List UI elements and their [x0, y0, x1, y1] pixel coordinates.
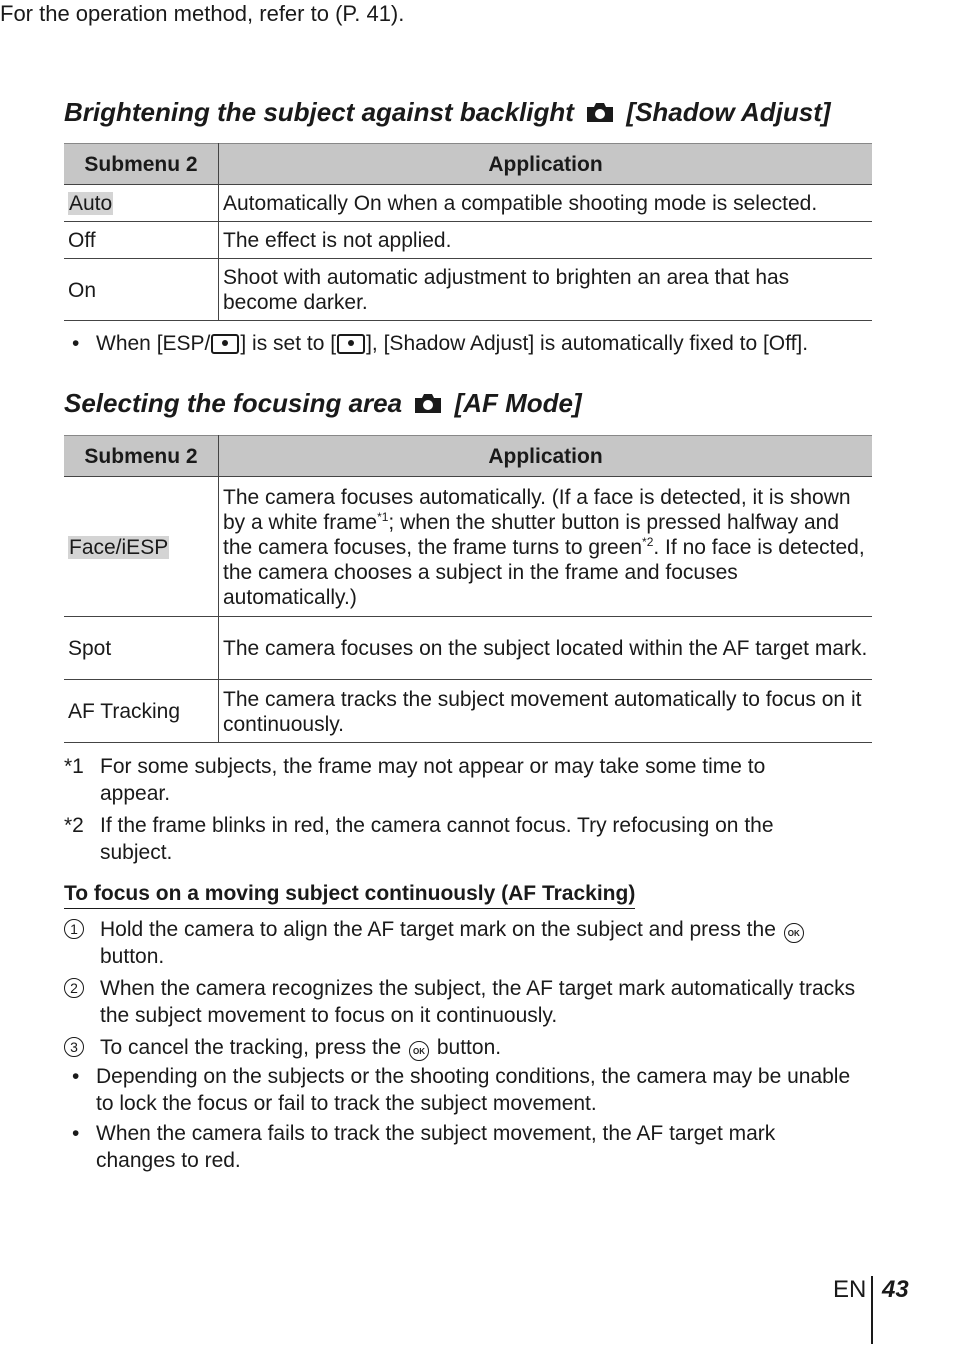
camera-icon	[585, 100, 615, 124]
ok-button-icon: OK	[784, 923, 804, 943]
option-description: The camera focuses on the subject located within the AF target mark.	[219, 617, 873, 680]
table-row	[64, 185, 872, 222]
spot-metering-icon	[211, 334, 239, 354]
step-number: 2	[64, 978, 84, 998]
footer-divider	[871, 1276, 873, 1344]
spot-metering-icon	[337, 334, 365, 354]
option-description: Shoot with automatic adjustment to brighten an area that has become darker.	[219, 259, 873, 321]
table-header-submenu: Submenu 2	[64, 436, 219, 477]
shadow-adjust-heading	[64, 96, 831, 128]
step-number: 3	[64, 1037, 84, 1057]
af-tracking-subheading: To focus on a moving subject continuously (AF Tracking)	[64, 880, 635, 909]
af-mode-heading-bracket: [AF Mode]	[454, 388, 582, 418]
footer-language: EN	[833, 1276, 867, 1303]
table-row	[64, 259, 872, 321]
step-2: 2 When the camera recognizes the subject, the AF target mark automatically tracks the subject movement to focus on it continuously.	[64, 975, 864, 1029]
option-auto: Auto	[69, 192, 113, 215]
table-header-application: Application	[219, 436, 873, 477]
table-row	[64, 617, 872, 680]
option-spot: Spot	[64, 617, 219, 680]
tracking-note-1: • Depending on the subjects or the shooting conditions, the camera may be unable to lock the focus or fail to track the subject movement.	[72, 1065, 851, 1115]
option-on: On	[64, 259, 219, 321]
footnote-1: *1 For some subjects, the frame may not appear or may take some time to appear.	[64, 755, 766, 805]
table-header-application: Application	[219, 144, 873, 185]
shadow-adjust-heading-bracket: [Shadow Adjust]	[626, 97, 831, 127]
af-mode-heading-text: Selecting the focusing area	[64, 388, 403, 418]
camera-icon	[413, 391, 443, 415]
step-number: 1	[64, 919, 84, 939]
option-description: The effect is not applied.	[219, 222, 873, 259]
table-row	[64, 680, 872, 743]
shadow-adjust-heading-text: Brightening the subject against backlight	[64, 97, 574, 127]
table-row	[64, 222, 872, 259]
table-header-submenu: Submenu 2	[64, 144, 219, 185]
af-mode-table	[64, 435, 872, 743]
option-face-iesp: Face/iESP	[69, 535, 169, 559]
step-3: 3 To cancel the tracking, press the OK button.	[64, 1034, 864, 1061]
page-number: 43	[882, 1276, 909, 1303]
option-description: Automatically On when a compatible shooting mode is selected.	[219, 185, 873, 222]
tracking-note-2: • When the camera fails to track the subject movement, the AF target mark changes to red.	[72, 1122, 776, 1172]
option-af-tracking: AF Tracking	[64, 680, 219, 743]
option-description: The camera tracks the subject movement automatically to focus on it continuously.	[219, 680, 873, 743]
shadow-adjust-table	[64, 143, 872, 321]
intro-text: For the operation method, refer to (P. 41).	[0, 1, 405, 26]
ok-button-icon: OK	[409, 1041, 429, 1061]
footnote-2: *2 If the frame blinks in red, the camera cannot focus. Try refocusing on the subject.	[64, 814, 774, 864]
table-row	[64, 477, 872, 617]
step-1: 1 Hold the camera to align the AF target mark on the subject and press the OK button.	[64, 916, 864, 970]
shadow-adjust-note: • When [ESP/ ] is set to [ ], [Shadow Adjust] is automatically fixed to [Off].	[72, 332, 809, 355]
af-mode-heading	[64, 387, 582, 419]
option-off: Off	[64, 222, 219, 259]
option-description: The camera focuses automatically. (If a face is detected, it is shown by a white frame$^{*1}$; when the shutter button is pressed halfway and the camera focuses, the frame turns to green$^{*2}$. If no face is detected, the camera chooses a subject in the frame and focuses automatically.)	[219, 477, 873, 617]
